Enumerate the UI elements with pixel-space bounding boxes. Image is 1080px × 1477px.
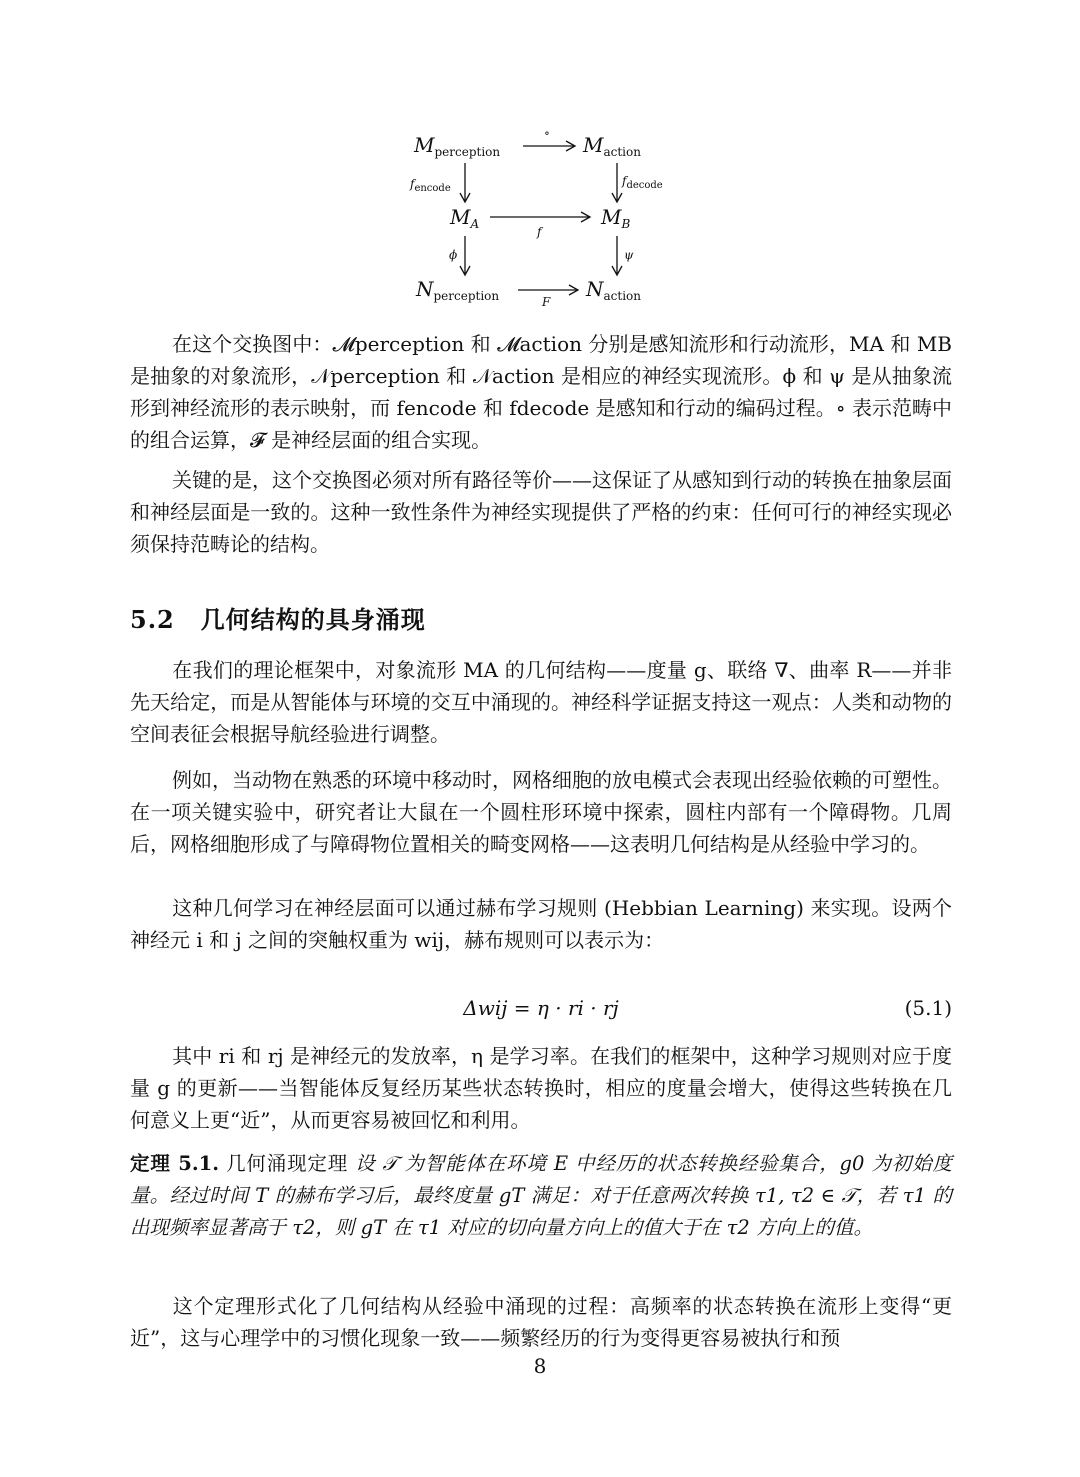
label-f-decode: fdecode bbox=[622, 174, 663, 191]
section-heading bbox=[130, 600, 426, 635]
paragraph-learning-rule: 其中 ri 和 rj 是神经元的发放率，η 是学习率。在我们的框架中，这种学习规则对应于度量 g 的更新——当智能体反复经历某些状态转换时，相应的度量会增大，使得这些转换在几何意义上更“近”，从而更容易被回忆和利用。 bbox=[130, 1044, 952, 1132]
node-m-perception: $M_{perception}$ bbox=[414, 133, 501, 159]
node-m-action: $M_{action}$ bbox=[583, 133, 641, 159]
paragraph-hebbian: 这种几何学习在神经层面可以通过赫布学习规则 (Hebbian Learning) 来实现。设两个神经元 i 和 j 之间的突触权重为 wij，赫布规则可以表示为： bbox=[130, 896, 952, 952]
node-n-perception: $N_{perception}$ bbox=[416, 277, 500, 303]
paragraph-theorem-discussion: 这个定理形式化了几何结构从经验中涌现的过程：高频率的状态转换在流形上变得“更近”，这与心理学中的习惯化现象一致——频繁经历的行为变得更容易被执行和预 bbox=[130, 1294, 952, 1350]
label-F: F bbox=[542, 295, 551, 309]
paragraph-grid-cells: 例如，当动物在熟悉的环境中移动时，网格细胞的放电模式会表现出经验依赖的可塑性。在一项关键实验中，研究者让大鼠在一个圆柱形环境中探索，圆柱内部有一个障碍物。几周后，网格细胞形成了与障碍物位置相关的畸变网格——这表明几何结构是从经验中学习的。 bbox=[130, 768, 952, 856]
node-n-action: $N_{action}$ bbox=[586, 277, 641, 303]
page-number: 8 bbox=[533, 1354, 547, 1378]
label-compose: ∘ bbox=[544, 126, 550, 140]
theorem-head: 定理 5.1. bbox=[130, 1152, 220, 1175]
equation-number: (5.1) bbox=[904, 996, 952, 1020]
label-phi: ϕ bbox=[449, 248, 458, 262]
theorem-body: 设 𝒯 为智能体在环境 E 中经历的状态转换经验集合，g0 为初始度量。经过时间 T 的赫布学习后，最终度量 gT 满足：对于任意两次转换 τ1, τ2 ∈ 𝒯，若 τ1 的出现频率显著高于 τ2，则 gT 在 τ1 对应的切向量方向上的值大于在 τ2 方向上的值。 bbox=[130, 1152, 952, 1239]
node-ma: $M_A$ bbox=[450, 205, 480, 231]
paragraph-geometry-emergence: 在我们的理论框架中，对象流形 MA 的几何结构——度量 g、联络 ∇、曲率 R——并非先天给定，而是从智能体与环境的交互中涌现的。神经科学证据支持这一观点：人类和动物的空间表征会根据导航经验进行调整。 bbox=[130, 658, 952, 746]
theorem-name: 几何涌现定理 bbox=[226, 1152, 349, 1175]
section-title: 几何结构的具身涌现 bbox=[200, 605, 426, 634]
paragraph-commutativity: 关键的是，这个交换图必须对所有路径等价——这保证了从感知到行动的转换在抽象层面和神经层面是一致的。这种一致性条件为神经实现提供了严格的约束：任何可行的神经实现必须保持范畴论的结构。 bbox=[130, 468, 952, 556]
equation-body: Δwij = η · ri · rj bbox=[463, 996, 619, 1020]
node-mb: $M_B$ bbox=[601, 205, 631, 231]
label-f: f bbox=[537, 225, 542, 239]
theorem-5-1 bbox=[130, 1148, 952, 1244]
label-psi: ψ bbox=[624, 248, 634, 262]
equation-5-1 bbox=[130, 993, 952, 1027]
section-number: 5.2 bbox=[130, 605, 175, 634]
label-f-encode: fencode bbox=[410, 177, 451, 194]
paragraph-diagram-explanation: 在这个交换图中：𝓜perception 和 𝓜action 分别是感知流形和行动流形，MA 和 MB 是抽象的对象流形，𝒩perception 和 𝒩action 是相应的神经实现流形。ϕ 和 ψ 是从抽象流形到神经流形的表示映射，而 fencode 和 fdecode 是感知和行动的编码过程。∘ 表示范畴中的组合运算，𝓕 是神经层面的组合实现。 bbox=[130, 332, 952, 452]
commutative-diagram bbox=[0, 0, 1080, 320]
